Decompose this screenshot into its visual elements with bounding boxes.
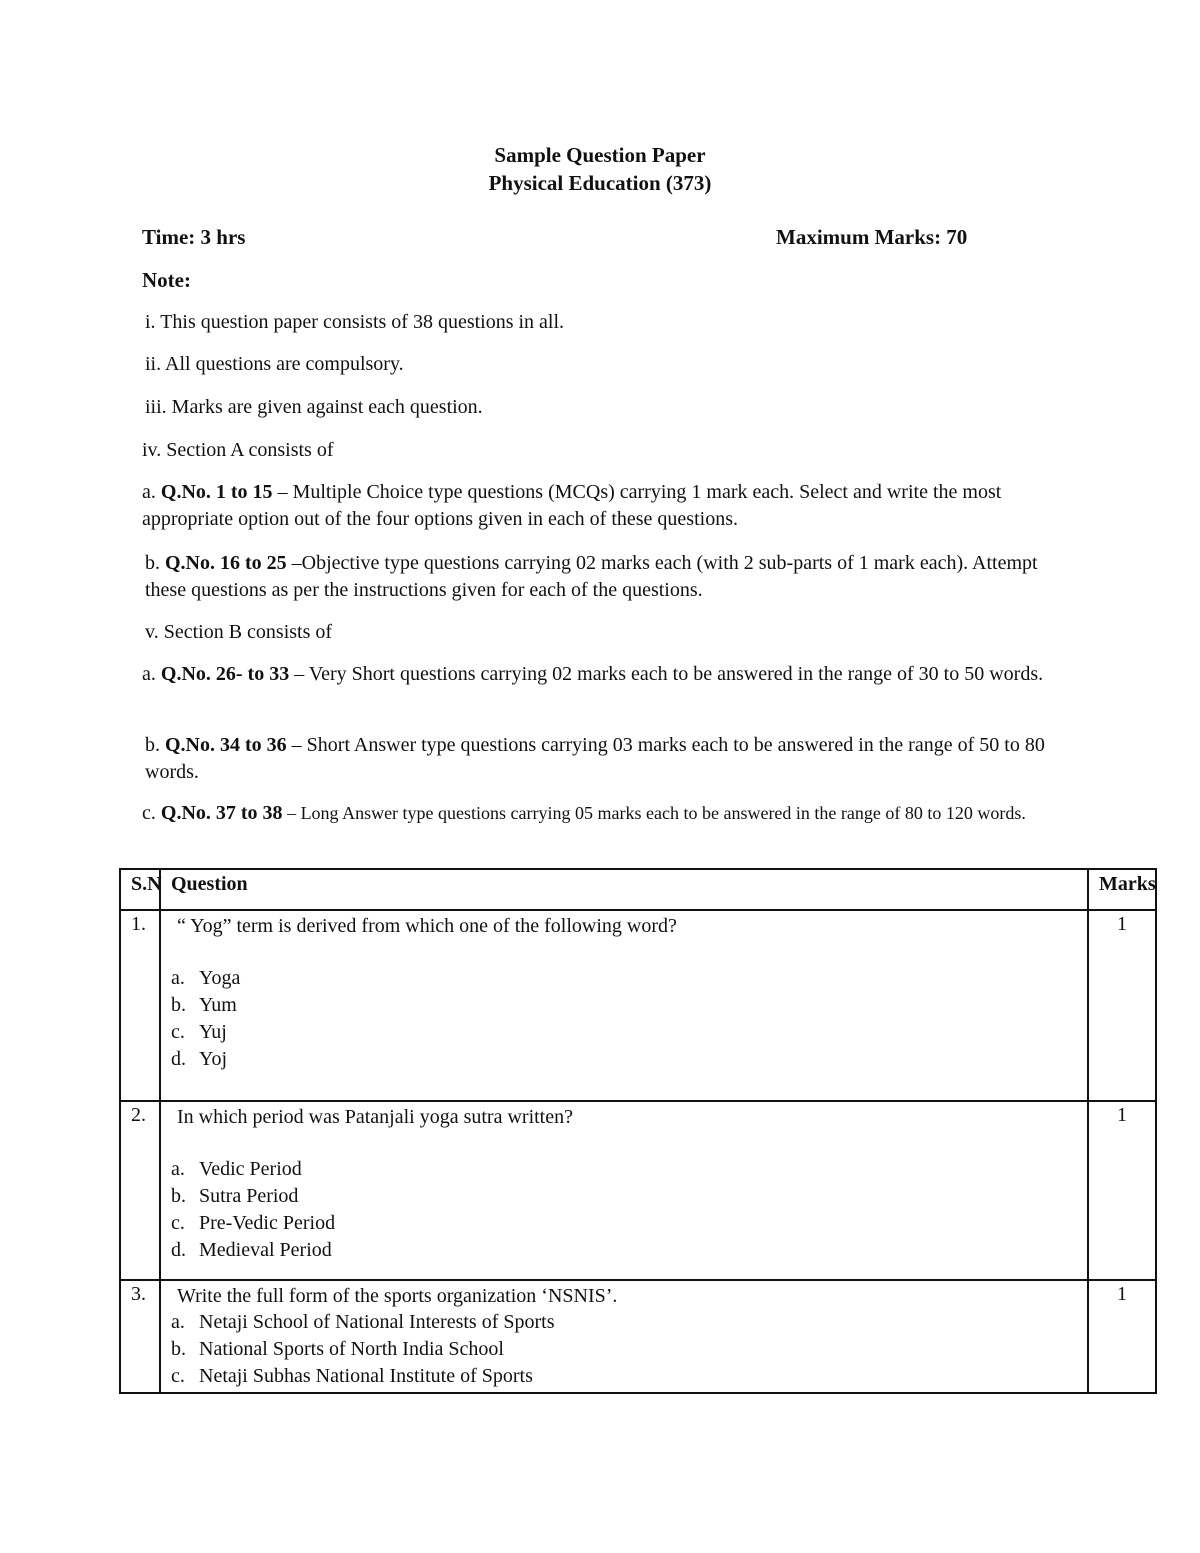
item-prefix: c.	[142, 802, 161, 824]
option-letter: a.	[171, 1311, 185, 1333]
option-letter: a.	[171, 1158, 185, 1180]
list-item	[171, 1183, 1077, 1210]
note-item-iii: iii. Marks are given against each question.	[145, 396, 483, 418]
option-letter: b.	[171, 1185, 186, 1207]
row-marks: 1	[1088, 1280, 1156, 1393]
item-text: –Objective type questions carrying 02 marks each (with 2 sub-parts of 1 mark each). Attempt these questions as per the instructions given for each of the questions.	[145, 552, 1038, 601]
options-list	[171, 965, 1077, 1073]
note-section-b-item-c	[142, 801, 1062, 826]
row-question	[160, 910, 1088, 1101]
question-text: Write the full form of the sports organization ‘NSNIS’.	[177, 1285, 618, 1307]
list-item	[171, 1336, 1077, 1363]
option-text: Yum	[199, 994, 237, 1016]
option-text: Vedic Period	[199, 1158, 302, 1180]
option-letter: c.	[171, 1212, 185, 1234]
table-row	[120, 910, 1156, 1101]
question-text: In which period was Patanjali yoga sutra written?	[177, 1106, 573, 1128]
item-prefix: b.	[145, 552, 165, 574]
header-marks: Marks	[1088, 869, 1156, 910]
row-sn: 2.	[120, 1101, 160, 1280]
note-section-b-item-a	[142, 661, 1062, 688]
option-letter: b.	[171, 994, 186, 1016]
note-item-iv: iv. Section A consists of	[142, 439, 334, 461]
question-range: Q.No. 1 to 15	[160, 481, 273, 503]
question-range: Q.No. 37 to 38	[160, 802, 283, 824]
option-letter: b.	[171, 1338, 186, 1360]
row-sn: 1.	[120, 910, 160, 1101]
row-marks: 1	[1088, 910, 1156, 1101]
paper-subtitle: Physical Education (373)	[488, 171, 712, 195]
questions-table	[119, 868, 1157, 1394]
row-question	[160, 1101, 1088, 1280]
table-header-row	[120, 869, 1156, 910]
table-row	[120, 1280, 1156, 1393]
note-section-a-item-a	[142, 479, 1062, 533]
item-prefix: a.	[142, 481, 161, 503]
row-question	[160, 1280, 1088, 1393]
note-section-b-item-b	[145, 732, 1065, 786]
note-item-i: i. This question paper consists of 38 questions in all.	[145, 311, 565, 333]
list-item	[171, 1046, 1077, 1073]
item-text: – Multiple Choice type questions (MCQs) carrying 1 mark each. Select and write the most appropriate option out of the four options given in each of these questions.	[142, 481, 1002, 530]
list-item	[171, 1237, 1077, 1264]
note-item-ii: ii. All questions are compulsory.	[145, 353, 404, 375]
list-item	[171, 1309, 1077, 1336]
options-list	[171, 1156, 1077, 1264]
option-text: Sutra Period	[199, 1185, 299, 1207]
question-range: Q.No. 34 to 36	[165, 734, 287, 756]
paper-title: Sample Question Paper	[494, 143, 706, 167]
maximum-marks: Maximum Marks: 70	[776, 225, 968, 249]
list-item	[171, 1156, 1077, 1183]
list-item	[171, 965, 1077, 992]
time-allowed: Time: 3 hrs	[142, 225, 246, 249]
option-letter: c.	[171, 1365, 185, 1387]
option-text: Netaji Subhas National Institute of Sports	[199, 1365, 533, 1387]
option-letter: c.	[171, 1021, 185, 1043]
question-range: Q.No. 26- to 33	[160, 663, 290, 685]
note-heading: Note:	[142, 268, 191, 292]
note-item-v: v. Section B consists of	[145, 621, 333, 643]
options-list	[171, 1309, 1077, 1390]
item-text: – Very Short questions carrying 02 marks each to be answered in the range of 30 to 50 words.	[289, 663, 1044, 685]
option-text: Medieval Period	[199, 1239, 332, 1261]
item-text: – Long Answer type questions carrying 05 marks each to be answered in the range of 80 to 120 words.	[282, 803, 1026, 823]
option-text: Yoga	[199, 967, 241, 989]
row-sn: 3.	[120, 1280, 160, 1393]
list-item	[171, 1363, 1077, 1390]
option-letter: d.	[171, 1239, 186, 1261]
option-text: National Sports of North India School	[199, 1338, 504, 1360]
header-question: Question	[160, 869, 1088, 910]
list-item	[171, 1019, 1077, 1046]
option-letter: d.	[171, 1048, 186, 1070]
list-item	[171, 992, 1077, 1019]
option-letter: a.	[171, 967, 185, 989]
option-text: Yuj	[199, 1021, 227, 1043]
item-prefix: a.	[142, 663, 161, 685]
option-text: Pre-Vedic Period	[199, 1212, 336, 1234]
note-section-a-item-b	[145, 550, 1065, 604]
list-item	[171, 1210, 1077, 1237]
option-text: Yoj	[199, 1048, 227, 1070]
item-prefix: b.	[145, 734, 165, 756]
question-text: “ Yog” term is derived from which one of the following word?	[177, 915, 677, 937]
question-range: Q.No. 16 to 25	[165, 552, 287, 574]
table-row	[120, 1101, 1156, 1280]
row-marks: 1	[1088, 1101, 1156, 1280]
option-text: Netaji School of National Interests of Sports	[199, 1311, 555, 1333]
item-text: – Short Answer type questions carrying 03 marks each to be answered in the range of 50 to 80 words.	[145, 734, 1045, 783]
header-sn: S.N	[120, 869, 160, 910]
